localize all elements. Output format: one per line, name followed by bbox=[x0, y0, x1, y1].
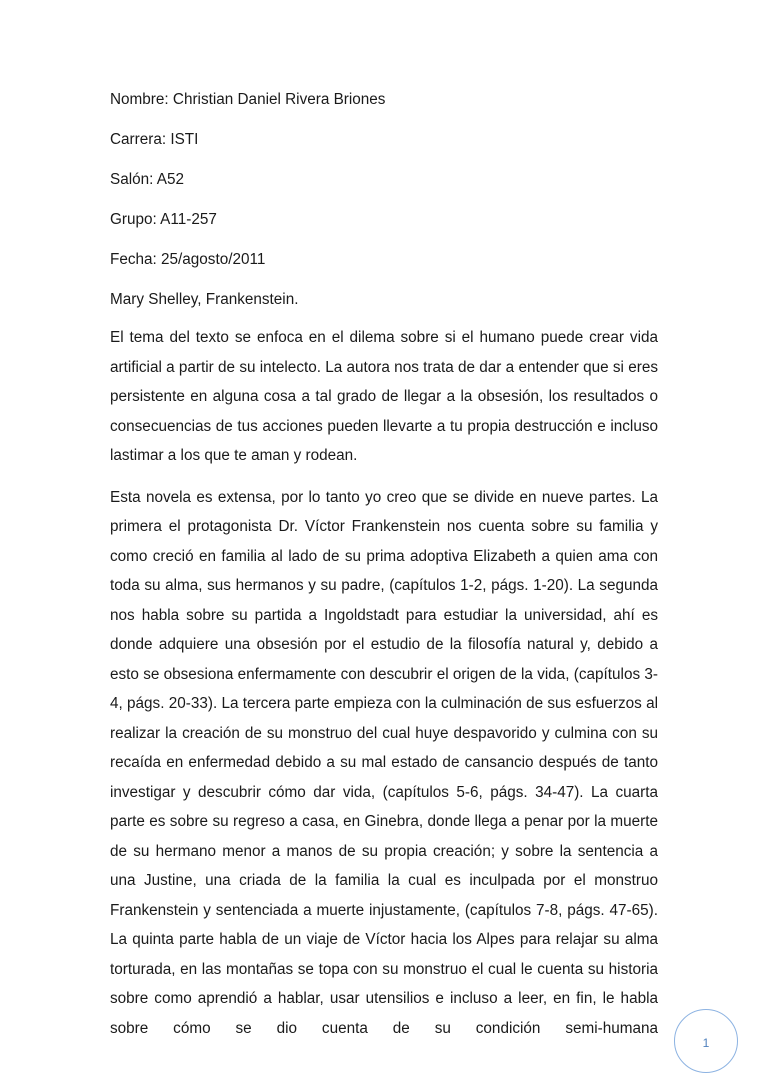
paragraph-theme: El tema del texto se enfoca en el dilema sobre si el humano puede crear vida artificial a partir de su intelecto. La autora nos trata de dar a entender que si eres persistente en alguna cosa a tal grado de llegar a la obsesión, los resultados o consecuencias de tus acciones pueden llevarte a tu propia destrucción e incluso lastimar a los que te aman y rodean. bbox=[110, 329, 658, 464]
salon-line: Salón: A52 bbox=[110, 171, 184, 188]
paragraph-structure: Esta novela es extensa, por lo tanto yo creo que se divide en nueve partes. La primera el protagonista Dr. Víctor Frankenstein nos cuenta sobre su familia y como creció en familia al lado de su prima adoptiva Elizabeth a quien ama con toda su alma, sus hermanos y su padre, (capítulos 1-2, págs. 1-20). La segunda nos habla sobre su partida a Ingoldstadt para estudiar la universidad, ahí es donde adquiere una obsesión por el estudio de la filosofía natural y, debido a esto se obsesiona enfermamente con descubrir el origen de la vida, (capítulos 3-4, págs. 20-33). La tercera parte empieza con la culminación de sus esfuerzos al realizar la creación de su monstruo del cual huye despavorido y culmina con su recaída en enfermedad debido a su mal estado de cansancio después de tanto investigar y descubrir cómo dar vida, (capítulos 5-6, págs. 34-47). La cuarta parte es sobre su regreso a casa, en Ginebra, donde llega a penar por la muerte de su hermano menor a manos de su propia creación; y sobre la sentencia a una Justine, una criada de la familia la cual es inculpada por el monstruo Frankenstein y sentenciada a muerte injustamente, (capítulos 7-8, págs. 47-65). La quinta parte habla de un viaje de Víctor hacia los Alpes para relajar su alma torturada, en las montañas se topa con su monstruo el cual le cuenta su historia sobre como aprendió a hablar, usar utensilios e incluso a leer, en fin, le habla sobre cómo se dio cuenta de su condición semi-humana bbox=[110, 488, 658, 1037]
page-number-badge bbox=[674, 1009, 738, 1073]
grupo-line: Grupo: A11-257 bbox=[110, 211, 217, 228]
page-number: 1 bbox=[702, 1036, 710, 1050]
fecha-line: Fecha: 25/agosto/2011 bbox=[110, 251, 266, 268]
nombre-line: Nombre: Christian Daniel Rivera Briones bbox=[110, 91, 386, 108]
carrera-line: Carrera: ISTI bbox=[110, 131, 199, 148]
document-title: Mary Shelley, Frankenstein. bbox=[110, 291, 299, 308]
document-body bbox=[110, 88, 658, 1043]
